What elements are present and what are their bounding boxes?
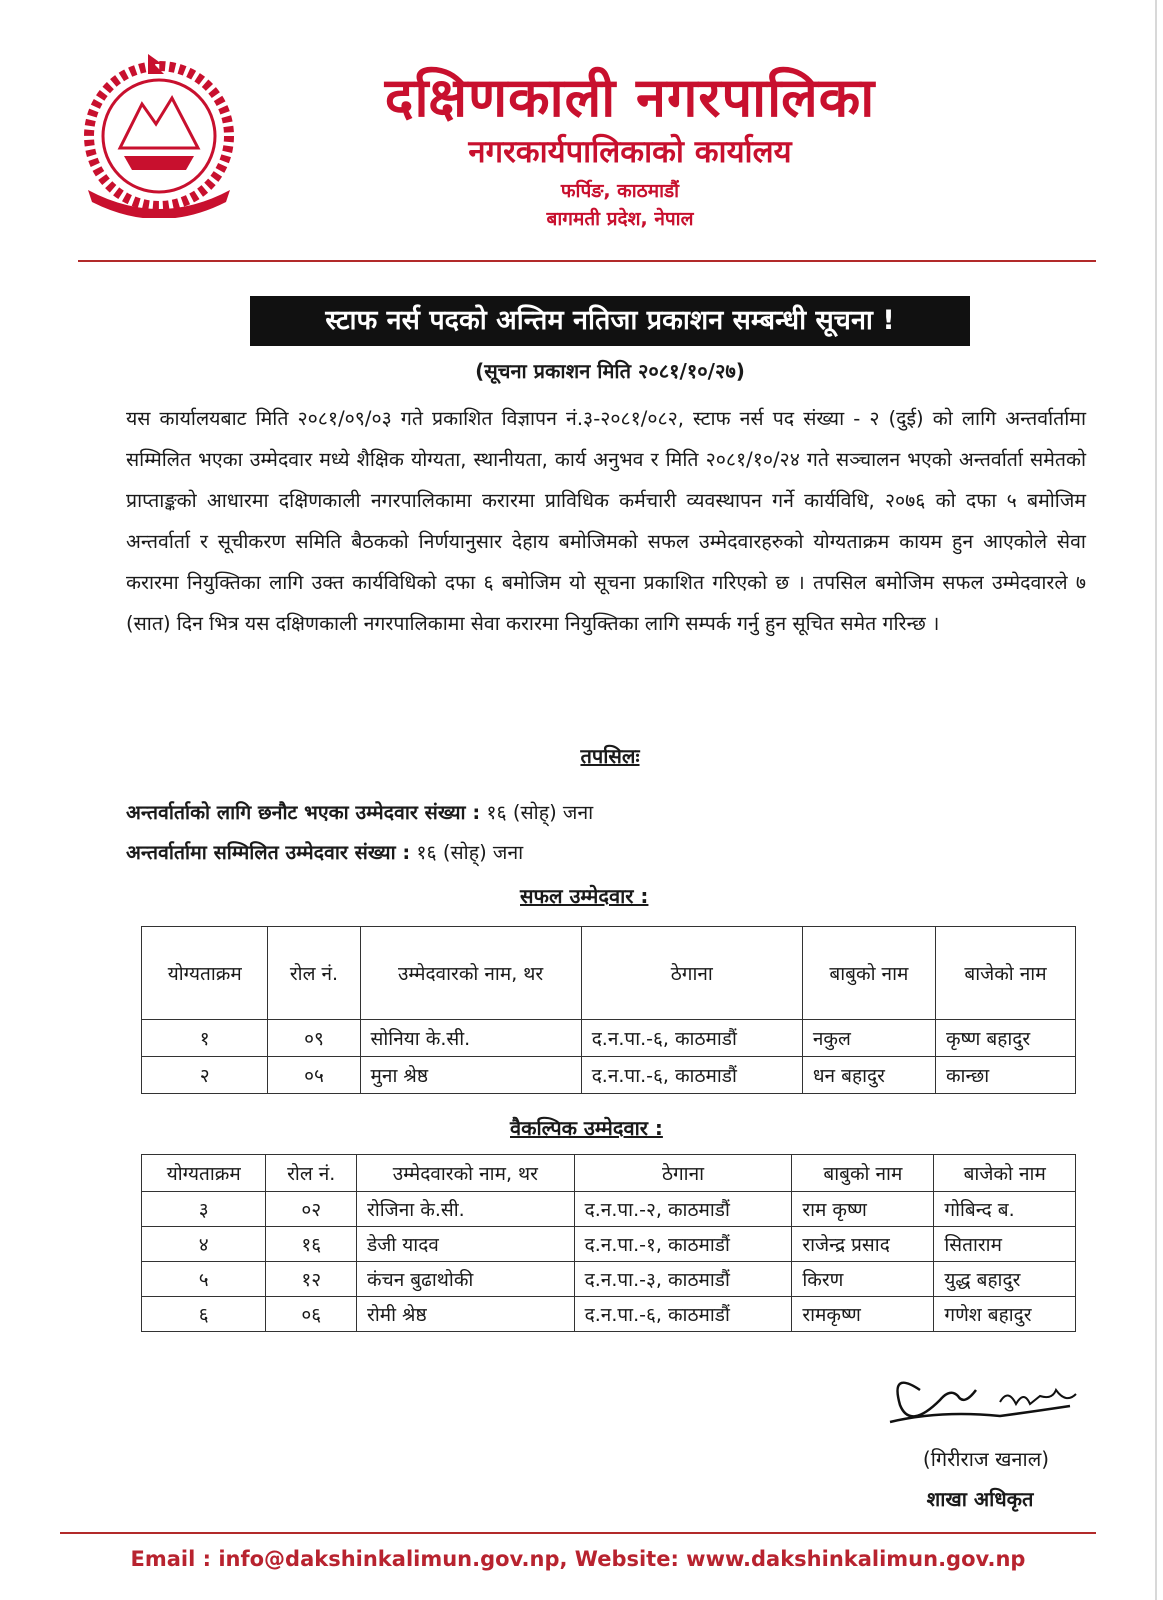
notice-body: यस कार्यालयबाट मिति २०८१/०९/०३ गते प्रकाशित विज्ञापन नं.३-२०८१/०८२, स्टाफ नर्स पद संख्या - २ (दुई) को लागि अन्तर्वार्तामा सम्मिलित भएका उम्मेदवार मध्ये शैक्षिक योग्यता, स्थानीयता, कार्य अनुभव र मिति २०८१/१०/२४ गते सञ्चालन भएको अन्तर्वार्ता समेतको प्राप्ताङ्कको आधारमा दक्षिणकाली नगरपालिकामा करारमा प्राविधिक कर्मचारी व्यवस्थापन गर्ने कार्यविधि, २०७६ को दफा ५ बमोजिम अन्तर्वार्ता र सूचीकरण समिति बैठकको निर्णयानुसार देहाय बमोजिमको सफल उम्मेदवारहरुको योग्यताक्रम कायम हुन आएकोले सेवा करारमा नियुक्तिका लागि उक्त कार्यविधिको दफा ६ बमोजिम यो सूचना प्रकाशित गरिएको छ । तपसिल बमोजिम सफल उम्मेदवारले ७ (सात) दिन भित्र यस दक्षिणकाली नगरपालिकामा सेवा करारमा नियुक्तिका लागि सम्पर्क गर्नु हुन सूचित समेत गरिन्छ । xyxy=(126,407,1086,635)
col-address: ठेगाना xyxy=(574,1155,792,1192)
footer-divider xyxy=(60,1532,1096,1534)
table-row xyxy=(142,1227,1076,1262)
table-row xyxy=(142,1262,1076,1297)
alternate-table xyxy=(141,1154,1076,1332)
address-line-2: बागमती प्रदेश, नेपाल xyxy=(546,208,694,230)
cell-address: द.न.पा.-६, काठमाडौं xyxy=(581,1020,802,1057)
success-heading: सफल उम्मेदवार : xyxy=(520,884,649,908)
handwritten-signature xyxy=(880,1360,1100,1440)
cell-roll: १२ xyxy=(266,1262,357,1297)
cell-roll: ०२ xyxy=(266,1192,357,1227)
attended-count xyxy=(126,838,826,868)
org-name: दक्षिणकाली नगरपालिका xyxy=(384,66,876,129)
cell-address: द.न.पा.-६, काठमाडौं xyxy=(581,1057,802,1094)
footer-contact: Email : info@dakshinkalimun.gov.np, Website: www.dakshinkalimun.gov.np xyxy=(130,1547,1026,1571)
cell-rank: २ xyxy=(142,1057,268,1094)
cell-roll: ०९ xyxy=(268,1020,360,1057)
header-divider xyxy=(78,260,1096,262)
cell-rank: ६ xyxy=(142,1297,266,1332)
cell-grandfather: गोबिन्द ब. xyxy=(934,1192,1076,1227)
signatory-name: (गिरीराज खनाल) xyxy=(922,1447,1050,1471)
cell-father: धन बहादुर xyxy=(802,1057,935,1094)
cell-name: डेजी यादव xyxy=(357,1227,575,1262)
cell-roll: १६ xyxy=(266,1227,357,1262)
cell-name: रोजिना के.सी. xyxy=(357,1192,575,1227)
cell-father: किरण xyxy=(792,1262,934,1297)
cell-address: द.न.पा.-१, काठमाडौं xyxy=(574,1227,792,1262)
col-rank: योग्यताक्रम xyxy=(142,1155,266,1192)
nepal-government-emblem-icon xyxy=(76,52,242,218)
cell-father: राजेन्द्र प्रसाद xyxy=(792,1227,934,1262)
page-edge xyxy=(1155,0,1157,1600)
notice-title: स्टाफ नर्स पदको अन्तिम नतिजा प्रकाशन सम्बन्धी सूचना ! xyxy=(250,296,970,346)
cell-name: रोमी श्रेष्ठ xyxy=(357,1297,575,1332)
table-row xyxy=(142,1020,1076,1057)
cell-roll: ०५ xyxy=(268,1057,360,1094)
cell-name: सोनिया के.सी. xyxy=(360,1020,581,1057)
table-header-row xyxy=(142,1155,1076,1192)
cell-rank: १ xyxy=(142,1020,268,1057)
cell-father: राम कृष्ण xyxy=(792,1192,934,1227)
cell-address: द.न.पा.-२, काठमाडौं xyxy=(574,1192,792,1227)
cell-name: कंचन बुढाथोकी xyxy=(357,1262,575,1297)
table-header-row xyxy=(142,927,1076,1020)
success-table xyxy=(141,926,1076,1094)
col-grandfather: बाजेको नाम xyxy=(935,927,1075,1020)
col-father: बाबुको नाम xyxy=(802,927,935,1020)
col-roll: रोल नं. xyxy=(266,1155,357,1192)
col-address: ठेगाना xyxy=(581,927,802,1020)
office-name: नगरकार्यपालिकाको कार्यालय xyxy=(468,134,792,170)
publish-date: (सूचना प्रकाशन मिति २०८१/१०/२७) xyxy=(475,359,745,383)
cell-grandfather: युद्ध बहादुर xyxy=(934,1262,1076,1297)
address-line-1: फर्पिङ, काठमाडौं xyxy=(560,180,680,202)
cell-father: नकुल xyxy=(802,1020,935,1057)
cell-grandfather: गणेश बहादुर xyxy=(934,1297,1076,1332)
shortlisted-value: १६ (सोह्) जना xyxy=(486,801,594,824)
cell-grandfather: सिताराम xyxy=(934,1227,1076,1262)
cell-name: मुना श्रेष्ठ xyxy=(360,1057,581,1094)
cell-father: रामकृष्ण xyxy=(792,1297,934,1332)
attended-value: १६ (सोह्) जना xyxy=(416,841,524,864)
table-row xyxy=(142,1297,1076,1332)
signatory-title: शाखा अधिकृत xyxy=(926,1487,1034,1511)
col-grandfather: बाजेको नाम xyxy=(934,1155,1076,1192)
tapsil-heading: तपसिलः xyxy=(580,744,640,768)
shortlisted-label: अन्तर्वार्ताको लागि छनौट भएका उम्मेदवार संख्या : xyxy=(126,801,481,824)
cell-rank: ५ xyxy=(142,1262,266,1297)
cell-rank: ४ xyxy=(142,1227,266,1262)
cell-grandfather: कान्छा xyxy=(935,1057,1075,1094)
cell-address: द.न.पा.-६, काठमाडौं xyxy=(574,1297,792,1332)
col-roll: रोल नं. xyxy=(268,927,360,1020)
cell-grandfather: कृष्ण बहादुर xyxy=(935,1020,1075,1057)
cell-rank: ३ xyxy=(142,1192,266,1227)
col-name: उम्मेदवारको नाम, थर xyxy=(357,1155,575,1192)
shortlisted-count xyxy=(126,798,826,828)
cell-roll: ०६ xyxy=(266,1297,357,1332)
cell-address: द.न.पा.-३, काठमाडौं xyxy=(574,1262,792,1297)
table-row xyxy=(142,1192,1076,1227)
attended-label: अन्तर्वार्तामा सम्मिलित उम्मेदवार संख्या : xyxy=(126,841,411,864)
table-row xyxy=(142,1057,1076,1094)
col-name: उम्मेदवारको नाम, थर xyxy=(360,927,581,1020)
col-father: बाबुको नाम xyxy=(792,1155,934,1192)
alternate-heading: वैकल्पिक उम्मेदवार : xyxy=(510,1116,663,1140)
col-rank: योग्यताक्रम xyxy=(142,927,268,1020)
